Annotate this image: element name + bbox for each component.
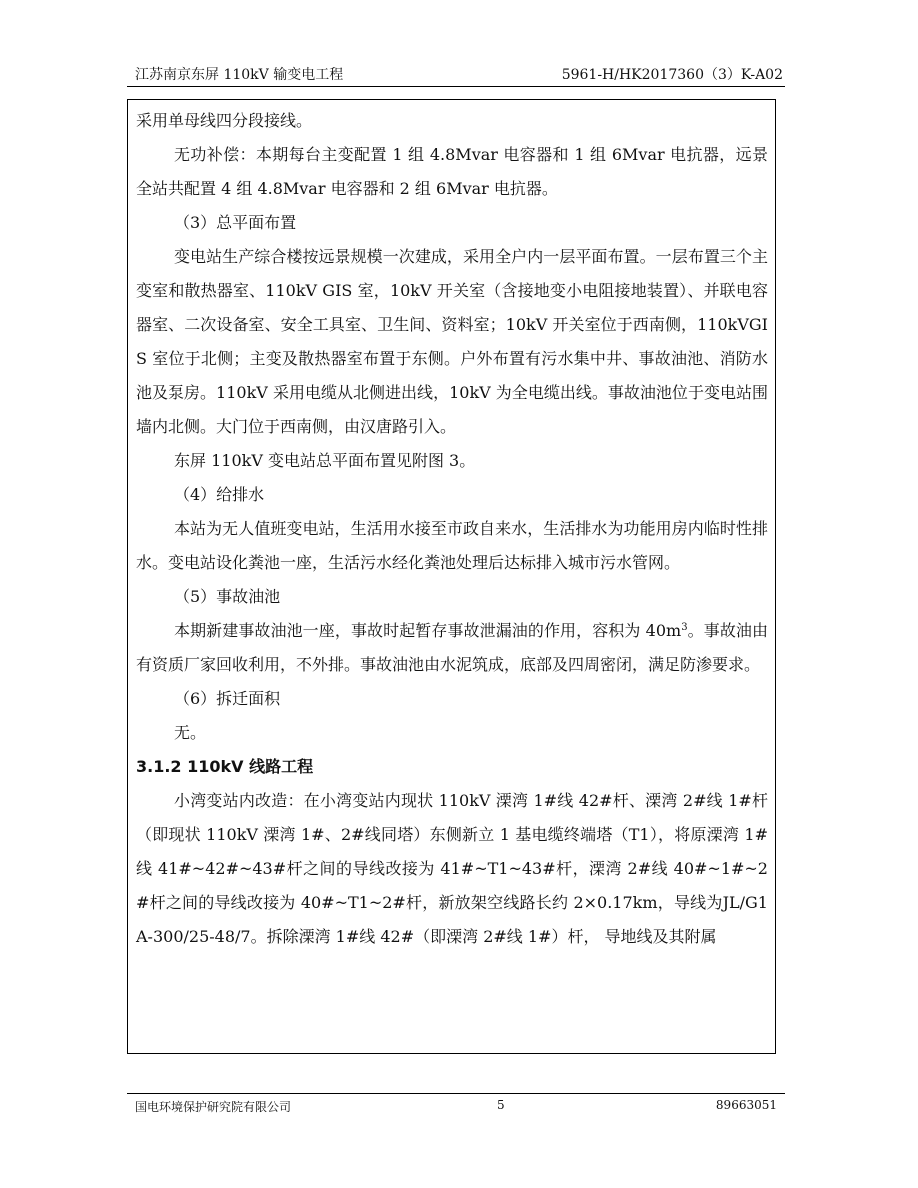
paragraph-layout-ref: 东屏 110kV 变电站总平面布置见附图 3。	[174, 451, 476, 470]
section-heading-water: （4）给排水	[174, 485, 265, 504]
document-body	[136, 104, 768, 954]
oil-pit-text-b: 。事故油由有资质厂家回收利用，不外排。事故油池由水泥筑成，底部及四周密闭，满足防渗要求。	[136, 621, 768, 674]
header-project-name: 江苏南京东屏 110kV 输变电工程	[135, 67, 344, 83]
section-heading-oil-pit: （5）事故油池	[174, 587, 281, 606]
section-heading-layout: （3）总平面布置	[174, 213, 297, 232]
footer-organization: 国电环境保护研究院有限公司	[135, 1100, 292, 1114]
page-header	[135, 64, 783, 86]
paragraph-busbar: 采用单母线四分段接线。	[136, 111, 313, 130]
header-divider	[127, 86, 785, 87]
paragraph-line-project: 小湾变站内改造：在小湾变站内现状 110kV 溧湾 1#线 42#杆、溧湾 2#线 1#杆（即现状 110kV 溧湾 1#、2#线同塔）东侧新立 1 基电缆终端塔（T1），将原溧湾 1#线 41#~42#~43#杆之间的导线改接为 41#~T1~43#杆，溧湾 2#线 40#~1#~2#杆之间的导线改接为 40#~T1~2#杆，新放架空线路长约 2×0.17km，导线为JL/G1A-300/25-48/7。拆除溧湾 1#线 42#（即溧湾 2#线 1#）杆， 导地线及其附属	[136, 791, 768, 946]
paragraph-reactive-compensation: 无功补偿：本期每台主变配置 1 组 4.8Mvar 电容器和 1 组 6Mvar 电抗器，远景全站共配置 4 组 4.8Mvar 电容器和 2 组 6Mvar 电抗器。	[136, 145, 768, 198]
paragraph-layout: 变电站生产综合楼按远景规模一次建成，采用全户内一层平面布置。一层布置三个主变室和散热器室、110kV GIS 室，10kV 开关室（含接地变小电阻接地装置）、并联电容器室、二次设备室、安全工具室、卫生间、资料室；10kV 开关室位于西南侧，110kVGIS 室位于北侧；主变及散热器室布置于东侧。户外布置有污水集中井、事故油池、消防水池及泵房。110kV 采用电缆从北侧进出线，10kV 为全电缆出线。事故油池位于变电站围墙内北侧。大门位于西南侧，由汉唐路引入。	[136, 247, 768, 436]
oil-pit-text-a: 本期新建事故油池一座，事故时起暂存事故泄漏油的作用，容积为 40m	[174, 621, 682, 640]
footer-divider	[127, 1093, 785, 1094]
oil-pit-superscript: 3	[681, 622, 688, 633]
header-doc-code: 5961-H/HK2017360（3）K-A02	[561, 67, 783, 83]
paragraph-oil-pit	[136, 614, 768, 682]
paragraph-water: 本站为无人值班变电站，生活用水接至市政自来水，生活排水为功能用房内临时性排水。变电站设化粪池一座，生活污水经化粪池处理后达标排入城市污水管网。	[136, 519, 768, 572]
page-footer	[135, 1098, 777, 1116]
section-heading-demolition: （6）拆迁面积	[174, 689, 281, 708]
footer-page-number: 5	[497, 1098, 505, 1112]
paragraph-demolition: 无。	[174, 723, 207, 742]
heading-line-project: 3.1.2 110kV 线路工程	[136, 757, 314, 776]
footer-phone: 89663051	[715, 1098, 777, 1112]
